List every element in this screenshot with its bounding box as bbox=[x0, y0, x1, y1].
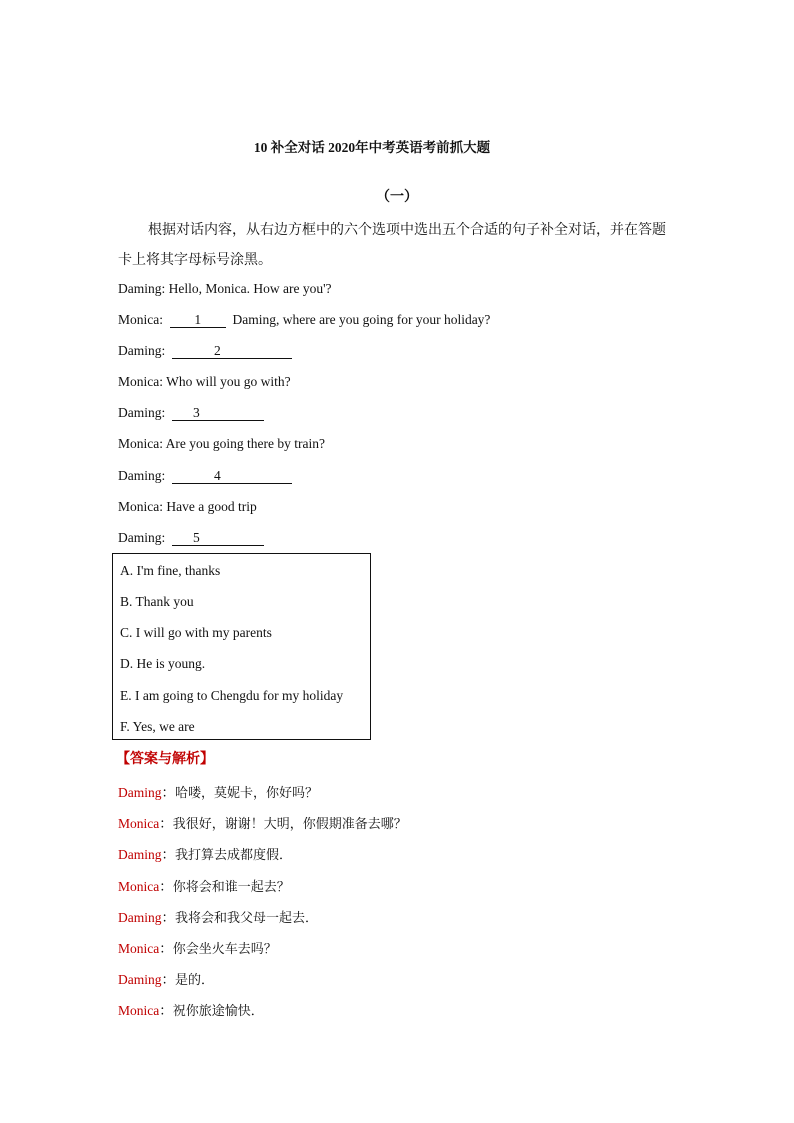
blank-number: 1 bbox=[194, 312, 202, 327]
answer-translation: 我打算去成都度假． bbox=[175, 848, 293, 863]
option-a: A. I'm fine, thanks bbox=[120, 563, 221, 578]
speaker-label: Daming: bbox=[118, 468, 172, 483]
answer-line bbox=[118, 968, 214, 988]
answer-line bbox=[118, 812, 407, 832]
answer-separator: ： bbox=[161, 847, 175, 862]
blank-number: 2 bbox=[214, 343, 221, 358]
blank-number: 5 bbox=[193, 530, 200, 545]
dialogue-line bbox=[118, 343, 292, 359]
dialogue-text: Daming: Hello, Monica. How are you'? bbox=[118, 281, 332, 296]
dialogue-line bbox=[118, 499, 257, 515]
dialogue-text: Monica: Are you going there by train? bbox=[118, 436, 325, 451]
answer-separator: ： bbox=[161, 972, 175, 987]
answer-separator: ： bbox=[159, 1003, 173, 1018]
answer-translation: 我很好，谢谢！大明，你假期准备去哪？ bbox=[172, 817, 407, 832]
answer-translation: 祝你旅途愉快． bbox=[172, 1004, 264, 1019]
answer-blank bbox=[172, 468, 292, 484]
answer-translation: 哈喽，莫妮卡，你好吗？ bbox=[175, 786, 319, 801]
answer-speaker: Monica bbox=[118, 816, 160, 831]
answer-heading: 【答案与解析】 bbox=[116, 751, 214, 767]
dialogue-line bbox=[118, 436, 325, 452]
answer-separator: ： bbox=[159, 941, 173, 956]
speaker-label: Daming: bbox=[118, 405, 172, 420]
options-box bbox=[112, 553, 371, 740]
answer-speaker: Monica bbox=[118, 879, 160, 894]
dialogue-line bbox=[118, 530, 264, 546]
answer-line bbox=[118, 875, 290, 895]
section-subtitle: （一） bbox=[376, 190, 418, 205]
answer-speaker: Daming bbox=[118, 972, 162, 987]
answer-blank bbox=[172, 530, 264, 546]
answer-speaker: Monica bbox=[118, 941, 160, 956]
answer-translation: 你将会和谁一起去？ bbox=[172, 880, 290, 895]
option-f: F. Yes, we are bbox=[120, 719, 195, 734]
dialogue-text: Monica: Have a good trip bbox=[118, 499, 257, 514]
answer-speaker: Daming bbox=[118, 785, 162, 800]
answer-blank bbox=[172, 405, 264, 421]
answer-line bbox=[118, 843, 292, 863]
answer-line bbox=[118, 999, 264, 1019]
option-b: B. Thank you bbox=[120, 594, 194, 609]
dialogue-text: Monica: Who will you go with? bbox=[118, 374, 291, 389]
answer-speaker: Daming bbox=[118, 847, 162, 862]
dialogue-text: Daming, where are you going for your holiday? bbox=[225, 312, 491, 327]
dialogue-line bbox=[118, 468, 292, 484]
option-c: C. I will go with my parents bbox=[120, 625, 272, 640]
option-d: D. He is young. bbox=[120, 656, 206, 671]
answer-translation: 我将会和我父母一起去． bbox=[175, 911, 319, 926]
dialogue-line bbox=[118, 281, 332, 297]
answer-speaker: Daming bbox=[118, 910, 162, 925]
document-title: 10 补全对话 2020年中考英语考前抓大题 bbox=[253, 140, 491, 155]
answer-line bbox=[118, 937, 277, 957]
speaker-label: Daming: bbox=[118, 530, 172, 545]
answer-separator: ： bbox=[161, 785, 175, 800]
blank-number: 3 bbox=[193, 405, 200, 420]
answer-line bbox=[118, 906, 318, 926]
speaker-label: Monica: bbox=[118, 312, 170, 327]
instructions: 根据对话内容，从右边方框中的六个选项中选出五个合适的句子补全对话，并在答题卡上将其字母标号涂黑。 bbox=[118, 223, 666, 268]
answer-separator: ： bbox=[159, 879, 173, 894]
blank-number: 4 bbox=[214, 468, 221, 483]
answer-translation: 是的． bbox=[175, 973, 215, 988]
answer-line bbox=[118, 781, 318, 801]
dialogue-line bbox=[118, 312, 490, 328]
option-e: E. I am going to Chengdu for my holiday bbox=[120, 688, 344, 703]
dialogue-line bbox=[118, 405, 264, 421]
answer-speaker: Monica bbox=[118, 1003, 160, 1018]
speaker-label: Daming: bbox=[118, 343, 172, 358]
answer-separator: ： bbox=[161, 910, 175, 925]
dialogue-line bbox=[118, 374, 291, 390]
answer-separator: ： bbox=[159, 816, 173, 831]
answer-translation: 你会坐火车去吗？ bbox=[172, 942, 277, 957]
answer-blank bbox=[172, 343, 292, 359]
answer-blank bbox=[170, 312, 226, 328]
